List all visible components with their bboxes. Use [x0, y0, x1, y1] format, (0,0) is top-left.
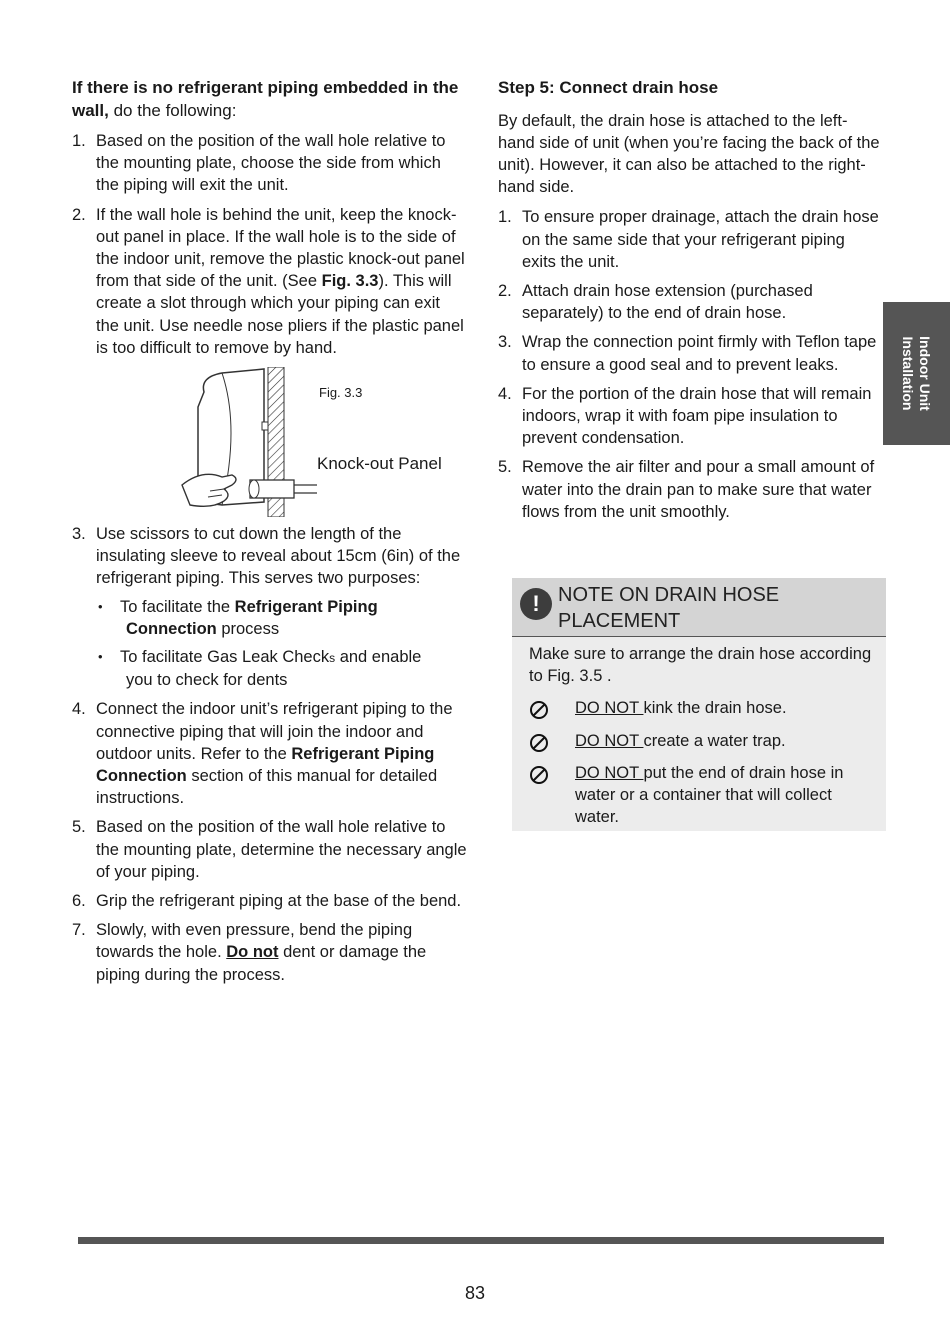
bullet-text: s: [329, 651, 336, 666]
section-reference: Refrigerant Piping Connection: [96, 744, 435, 786]
note-item-text: create a water trap.: [643, 731, 786, 750]
list-item: [498, 331, 883, 375]
list-item: [529, 730, 874, 752]
list-item: [72, 816, 467, 883]
prohibited-icon: [529, 765, 549, 785]
list-item: [72, 890, 467, 912]
step-text: For the portion of the drain hose that will remain indoors, wrap it with foam pipe insulation to prevent condensation.: [522, 384, 872, 448]
side-tab-label: [883, 302, 950, 445]
figure-knockout-panel: [72, 367, 467, 517]
intro-heading: [72, 77, 467, 122]
step-number: 2.: [498, 281, 512, 300]
step-number: 4.: [498, 384, 512, 403]
section-side-tab: [883, 302, 950, 445]
prohibited-icon: [529, 700, 549, 720]
list-item: [529, 697, 874, 719]
bullet-dot: •: [98, 649, 103, 665]
figure-callout: Knock-out Panel: [317, 454, 442, 474]
list-item: [72, 698, 467, 809]
section-intro: By default, the drain hose is attached to the left-hand side of unit (when you’re facing the back of the unit). However, it can also be attached to the right-hand side.: [498, 111, 880, 197]
step-number: 2.: [72, 205, 86, 224]
warning-text: Do not: [226, 943, 279, 962]
exclamation-icon: !: [520, 588, 552, 620]
bullet-item: [96, 596, 467, 640]
do-not-label: DO NOT: [575, 731, 644, 750]
note-intro: Make sure to arrange the drain hose according to Fig. 3.5 .: [529, 645, 872, 686]
step-number: 1.: [498, 208, 512, 227]
step-text: dent or damage the piping during the process.: [96, 943, 427, 984]
note-item-text: put the end of drain hose in water or a container that will collect water.: [575, 763, 844, 827]
step-text: To ensure proper drainage, attach the drain hose on the same side that your refrigerant piping exits the unit.: [522, 208, 879, 271]
step-text: Slowly, with even pressure, bend the piping towards the hole.: [96, 921, 413, 962]
figure-label: Fig. 3.3: [319, 385, 363, 401]
step-number: 1.: [72, 132, 86, 150]
list-item: [72, 130, 467, 197]
step-number: 4.: [72, 700, 86, 719]
right-steps-list: [498, 206, 883, 523]
list-item: [72, 204, 467, 359]
bullet-dot: •: [98, 598, 103, 614]
step-number: 7.: [72, 921, 86, 940]
page-number: 83: [464, 1283, 486, 1303]
left-steps-list: [72, 130, 467, 359]
bullet-text: To facilitate the: [120, 597, 235, 616]
step-text: Based on the position of the wall hole relative to the mounting plate, determine the necessary angle of your piping.: [96, 818, 467, 881]
step-number: 5.: [498, 458, 512, 477]
step-text: Connect the indoor unit’s refrigerant piping to the connective piping that will join the indoor and outdoor units. Refer to the: [96, 700, 453, 763]
step-text: ). This will create a slot through which your piping can exit the unit. Use needle nose pliers if the plastic panel is too difficult to remove by hand.: [96, 272, 464, 357]
figure-reference: Fig. 3.3: [321, 272, 379, 291]
intro-rest: do the following:: [108, 100, 237, 120]
bullet-item: [96, 646, 467, 691]
list-item: [498, 206, 883, 273]
list-item: [72, 919, 467, 986]
step-number: 6.: [72, 892, 86, 911]
knockout-panel-illustration: [72, 367, 467, 517]
step-text: If the wall hole is behind the unit, keep the knock-out panel in place. If the wall hole is to the side of the indoor unit, remove the plastic knock-out panel from that side of the unit. (See: [96, 205, 465, 291]
list-item: [72, 523, 467, 691]
bullet-bold: Refrigerant Piping: [234, 597, 378, 616]
bullet-text: To facilitate Gas Leak Check: [120, 648, 330, 667]
section-heading: Step 5: Connect drain hose: [498, 78, 719, 97]
right-column: [498, 77, 883, 530]
left-steps-list-continued: [72, 523, 467, 986]
step-text: section of this manual for detailed instructions.: [96, 767, 438, 808]
note-item-text: kink the drain hose.: [643, 699, 787, 718]
step-text: Based on the position of the wall hole relative to the mounting plate, choose the side from which the piping will exit the unit.: [96, 132, 446, 195]
intro-bold: If there is no refrigerant piping embedded in the wall,: [72, 78, 459, 120]
step-text: Use scissors to cut down the length of the insulating sleeve to reveal about 15cm (6in) of the refrigerant piping. This serves two purposes:: [96, 525, 461, 588]
list-item: [529, 762, 874, 829]
side-tab-line1: Indoor Unit: [917, 336, 934, 411]
step-number: 3.: [498, 333, 512, 352]
left-column: [72, 77, 467, 993]
step-number: 5.: [72, 818, 86, 837]
note-title: NOTE ON DRAIN HOSE PLACEMENT: [558, 584, 780, 632]
step-number: 3.: [72, 525, 86, 544]
side-tab-line2: Installation: [900, 336, 917, 411]
note-box: [512, 578, 886, 831]
bullet-text: you to check for dents: [126, 671, 288, 690]
bullet-text: process: [216, 619, 280, 638]
step-text: Grip the refrigerant piping at the base of the bend.: [96, 892, 462, 911]
list-item: [498, 280, 883, 324]
prohibited-icon: [529, 733, 549, 753]
purpose-bullets: [96, 596, 467, 692]
note-header: [512, 578, 886, 637]
note-body: [512, 637, 886, 828]
bullet-bold: Connection: [126, 619, 217, 638]
do-not-label: DO NOT: [575, 763, 644, 782]
step-text: Wrap the connection point firmly with Teflon tape to ensure a good seal and to prevent leaks.: [522, 333, 877, 374]
step-text: Attach drain hose extension (purchased separately) to the end of drain hose.: [522, 281, 813, 323]
step-text: Remove the air filter and pour a small amount of water into the drain pan to make sure that water flows from the unit smoothly.: [522, 458, 875, 521]
do-not-label: DO NOT: [575, 699, 644, 718]
bullet-text: and enable: [335, 648, 422, 667]
footer-rule: [78, 1237, 884, 1244]
list-item: [498, 456, 883, 523]
list-item: [498, 383, 883, 450]
